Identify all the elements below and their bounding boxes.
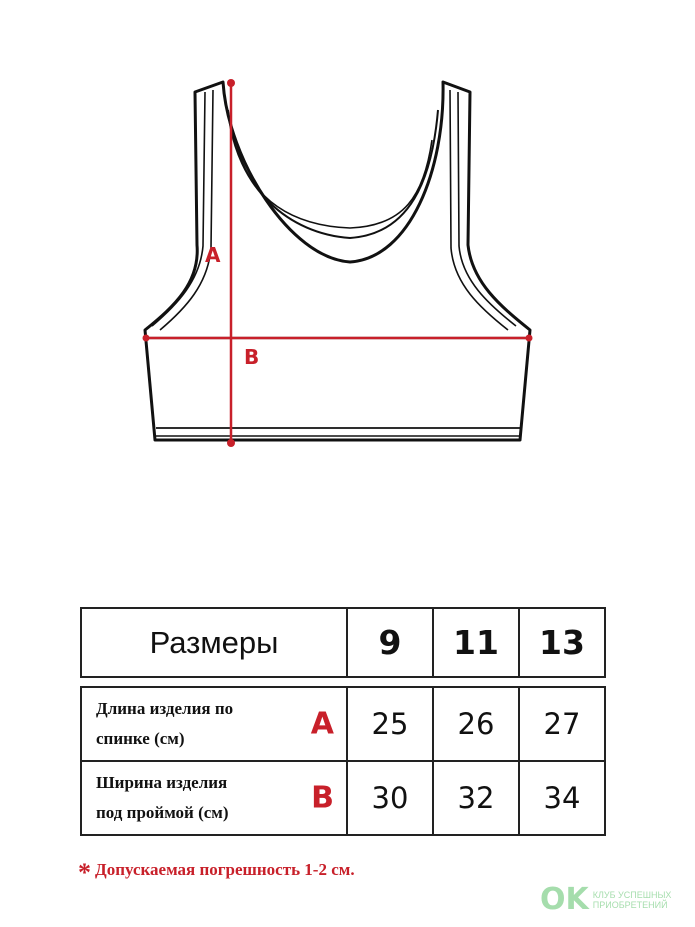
watermark-text [593, 890, 672, 910]
table-row [81, 687, 605, 761]
tolerance-note [78, 858, 355, 888]
sizes-label: Размеры [81, 608, 347, 677]
asterisk-icon: * [78, 858, 91, 887]
size-col-3: 13 [519, 608, 605, 677]
row-b-value-2: 32 [433, 761, 519, 835]
measurement-table [80, 686, 606, 836]
row-b-desc-line1: Ширина изделия [96, 773, 228, 792]
size-header-table [80, 607, 606, 678]
measure-b-right-dot [526, 335, 533, 342]
row-a-desc-line1: Длина изделия по [96, 699, 234, 718]
measure-a-bottom-dot [227, 439, 235, 447]
row-b-letter: B [311, 780, 334, 816]
row-a-value-3: 27 [519, 687, 605, 761]
measure-a-top-dot [227, 79, 235, 87]
diagram-label-a: A [205, 243, 221, 267]
row-a-value-2: 26 [433, 687, 519, 761]
row-b-desc-line2: под проймой (см) [96, 803, 229, 822]
row-a-description [81, 687, 347, 761]
watermark [540, 882, 671, 917]
row-b-description [81, 761, 347, 835]
row-a-desc-line2: спинке (см) [96, 729, 185, 748]
size-header-row [81, 608, 605, 677]
tolerance-note-text: Допускаемая погрешность 1-2 см. [95, 860, 355, 879]
sports-bra-outline [145, 82, 530, 440]
measure-b-left-dot [143, 335, 150, 342]
size-col-2: 11 [433, 608, 519, 677]
size-col-1: 9 [347, 608, 433, 677]
watermark-line1: КЛУБ УСПЕШНЫХ [592, 889, 672, 900]
row-b-value-3: 34 [519, 761, 605, 835]
table-row [81, 761, 605, 835]
diagram-label-b: B [244, 345, 260, 369]
watermark-line2: ПРИОБРЕТЕНИЙ [592, 899, 668, 910]
row-a-value-1: 25 [347, 687, 433, 761]
watermark-logo: OK [540, 882, 589, 917]
row-b-value-1: 30 [347, 761, 433, 835]
row-a-letter: A [310, 706, 334, 742]
